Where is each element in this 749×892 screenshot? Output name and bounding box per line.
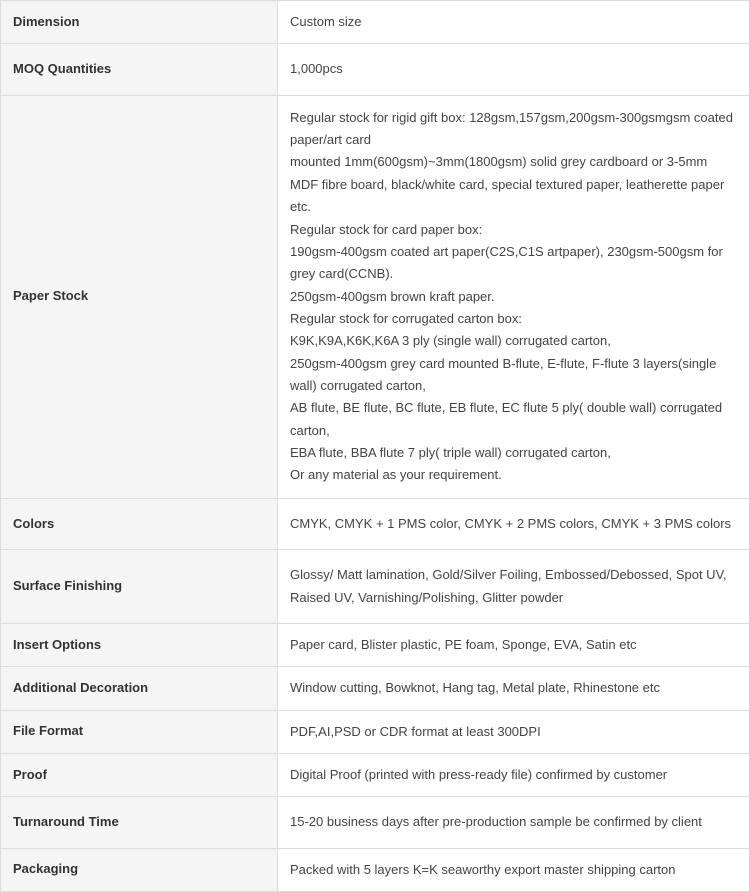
value-line: Regular stock for card paper box: [290,219,737,241]
table-body [1,1,749,892]
table-row [1,848,749,891]
spec-value-packaging [278,848,749,891]
spec-label-insert-options: Insert Options [1,623,278,666]
value-line: AB flute, BE flute, BC flute, EB flute, EC flute 5 ply( double wall) corrugated carton, [290,397,737,442]
table-row [1,498,749,549]
spec-value-turnaround-time [278,797,749,848]
spec-label-file-format: File Format [1,710,278,753]
table-row [1,667,749,710]
value-line: 250gsm-400gsm brown kraft paper. [290,286,737,308]
spec-value-proof [278,753,749,796]
table-row [1,1,749,44]
table-row [1,797,749,848]
table-row [1,550,749,624]
value-line: EBA flute, BBA flute 7 ply( triple wall) corrugated carton, [290,442,737,464]
value-line: 190gsm-400gsm coated art paper(C2S,C1S artpaper), 230gsm-500gsm for grey card(CCNB). [290,241,737,286]
spec-label-turnaround-time: Turnaround Time [1,797,278,848]
value-line: Packed with 5 layers K=K seaworthy export master shipping carton [290,859,737,881]
spec-value-file-format [278,710,749,753]
value-line: Digital Proof (printed with press-ready file) confirmed by customer [290,764,737,786]
value-line: Window cutting, Bowknot, Hang tag, Metal plate, Rhinestone etc [290,677,737,699]
spec-label-packaging: Packaging [1,848,278,891]
spec-label-additional-decoration: Additional Decoration [1,667,278,710]
value-line: Paper card, Blister plastic, PE foam, Sponge, EVA, Satin etc [290,634,737,656]
value-line: 15-20 business days after pre-production sample be confirmed by client [290,811,737,833]
table-row [1,623,749,666]
table-row [1,710,749,753]
value-line: Regular stock for corrugated carton box: [290,308,737,330]
spec-value-paper-stock [278,95,749,498]
value-line: 1,000pcs [290,58,737,80]
value-line: K9K,K9A,K6K,K6A 3 ply (single wall) corrugated carton, [290,330,737,352]
value-line: Or any material as your requirement. [290,464,737,486]
table-row [1,95,749,498]
value-line: 250gsm-400gsm grey card mounted B-flute, E-flute, F-flute 3 layers(single wall) corrugated carton, [290,353,737,398]
value-line: CMYK, CMYK + 1 PMS color, CMYK + 2 PMS colors, CMYK + 3 PMS colors [290,513,737,535]
value-line: Glossy/ Matt lamination, Gold/Silver Foiling, Embossed/Debossed, Spot UV, Raised UV, Varnishing/Polishing, Glitter powder [290,564,737,609]
spec-value-insert-options [278,623,749,666]
spec-label-moq-quantities: MOQ Quantities [1,44,278,95]
spec-label-paper-stock: Paper Stock [1,95,278,498]
spec-value-additional-decoration [278,667,749,710]
spec-label-colors: Colors [1,498,278,549]
table-row [1,44,749,95]
value-line: Regular stock for rigid gift box: 128gsm,157gsm,200gsm-300gsmgsm coated paper/art card [290,107,737,152]
spec-value-colors [278,498,749,549]
spec-value-dimension [278,1,749,44]
spec-label-surface-finishing: Surface Finishing [1,550,278,624]
value-line: PDF,AI,PSD or CDR format at least 300DPI [290,721,737,743]
table-row [1,753,749,796]
value-line: mounted 1mm(600gsm)~3mm(1800gsm) solid grey cardboard or 3-5mm MDF fibre board, black/white card, special textured paper, leatherette paper etc. [290,151,737,218]
value-line: Custom size [290,11,737,33]
spec-value-surface-finishing [278,550,749,624]
spec-value-moq-quantities [278,44,749,95]
spec-label-proof: Proof [1,753,278,796]
spec-label-dimension: Dimension [1,1,278,44]
